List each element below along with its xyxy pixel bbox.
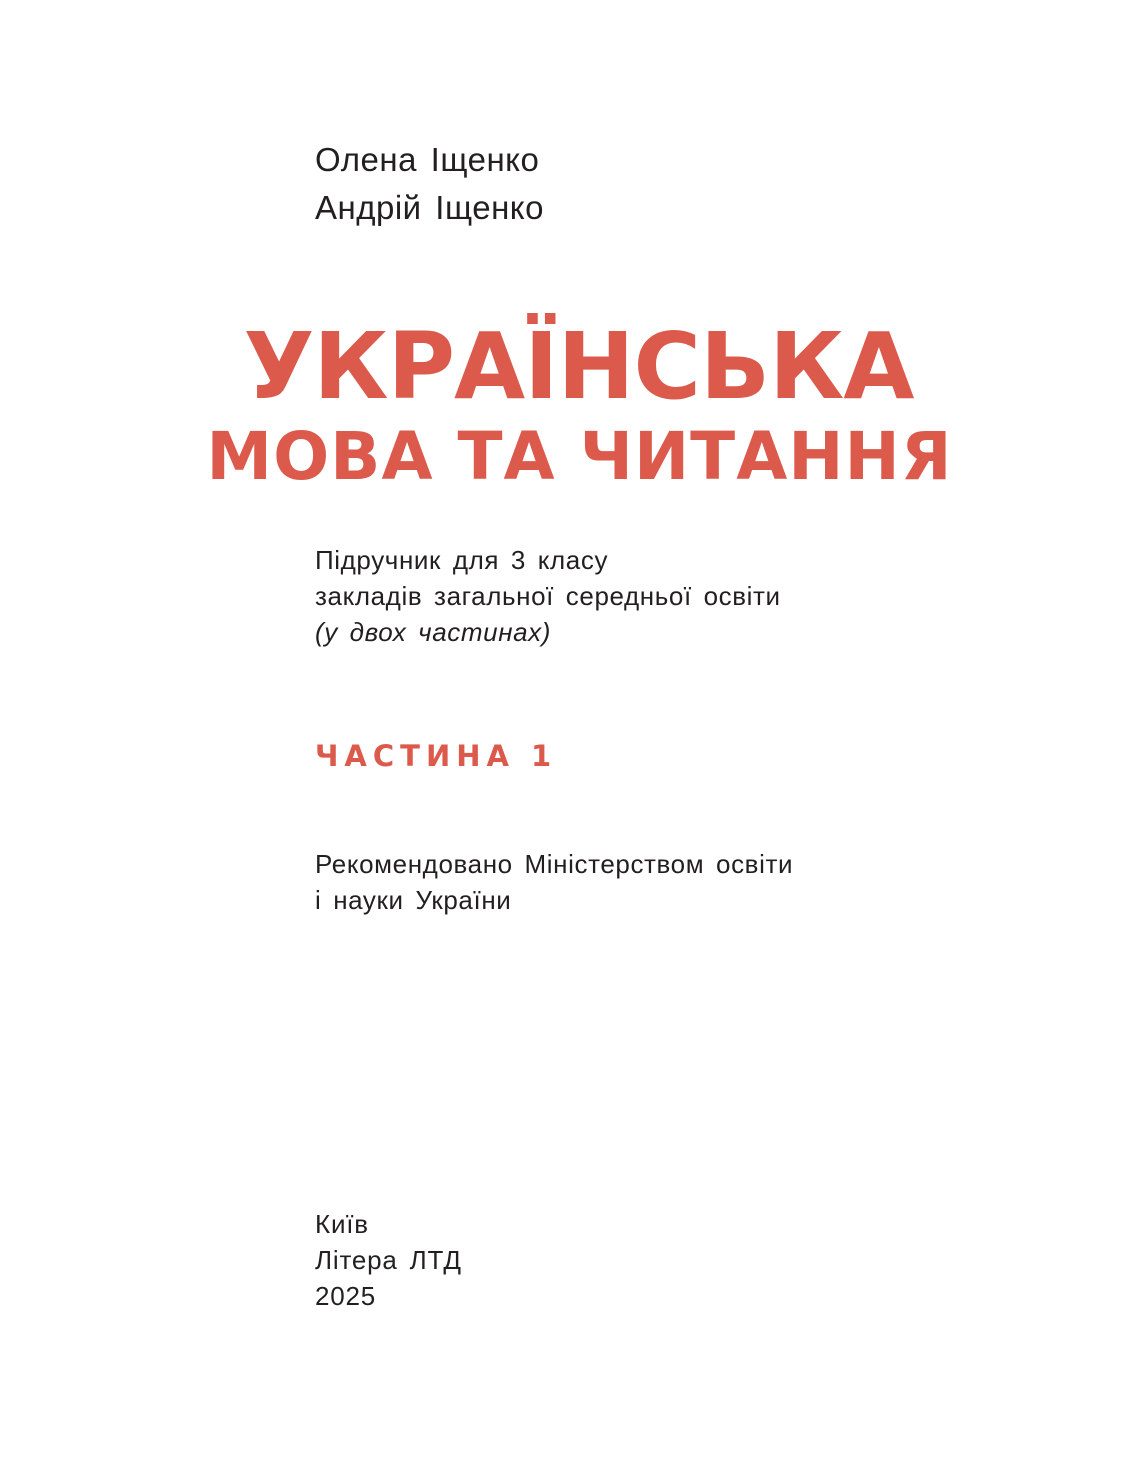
authors-block: [315, 136, 544, 232]
subtitle-line: закладів загальної середньої освіти: [315, 581, 781, 611]
book-title-line-2: МОВА ТА ЧИТАННЯ: [206, 418, 953, 495]
recommendation-line: і науки України: [315, 885, 512, 915]
book-title-line-1: УКРАЇНСЬКА: [243, 313, 914, 420]
recommendation-block: [315, 846, 793, 918]
imprint-year: 2025: [315, 1281, 377, 1311]
imprint-city: Київ: [315, 1209, 369, 1239]
book-subtitle: [315, 542, 781, 650]
author-name: Андрій Іщенко: [315, 189, 544, 226]
subtitle-note: (у двох частинах): [315, 617, 552, 647]
recommendation-line: Рекомендовано Міністерством освіти: [315, 849, 794, 879]
author-name: Олена Іщенко: [315, 141, 540, 178]
subtitle-line: Підручник для 3 класу: [315, 545, 609, 575]
imprint-block: [315, 1206, 462, 1314]
imprint-publisher: Літера ЛТД: [315, 1245, 462, 1275]
part-label: ЧАСТИНА 1: [315, 739, 558, 773]
